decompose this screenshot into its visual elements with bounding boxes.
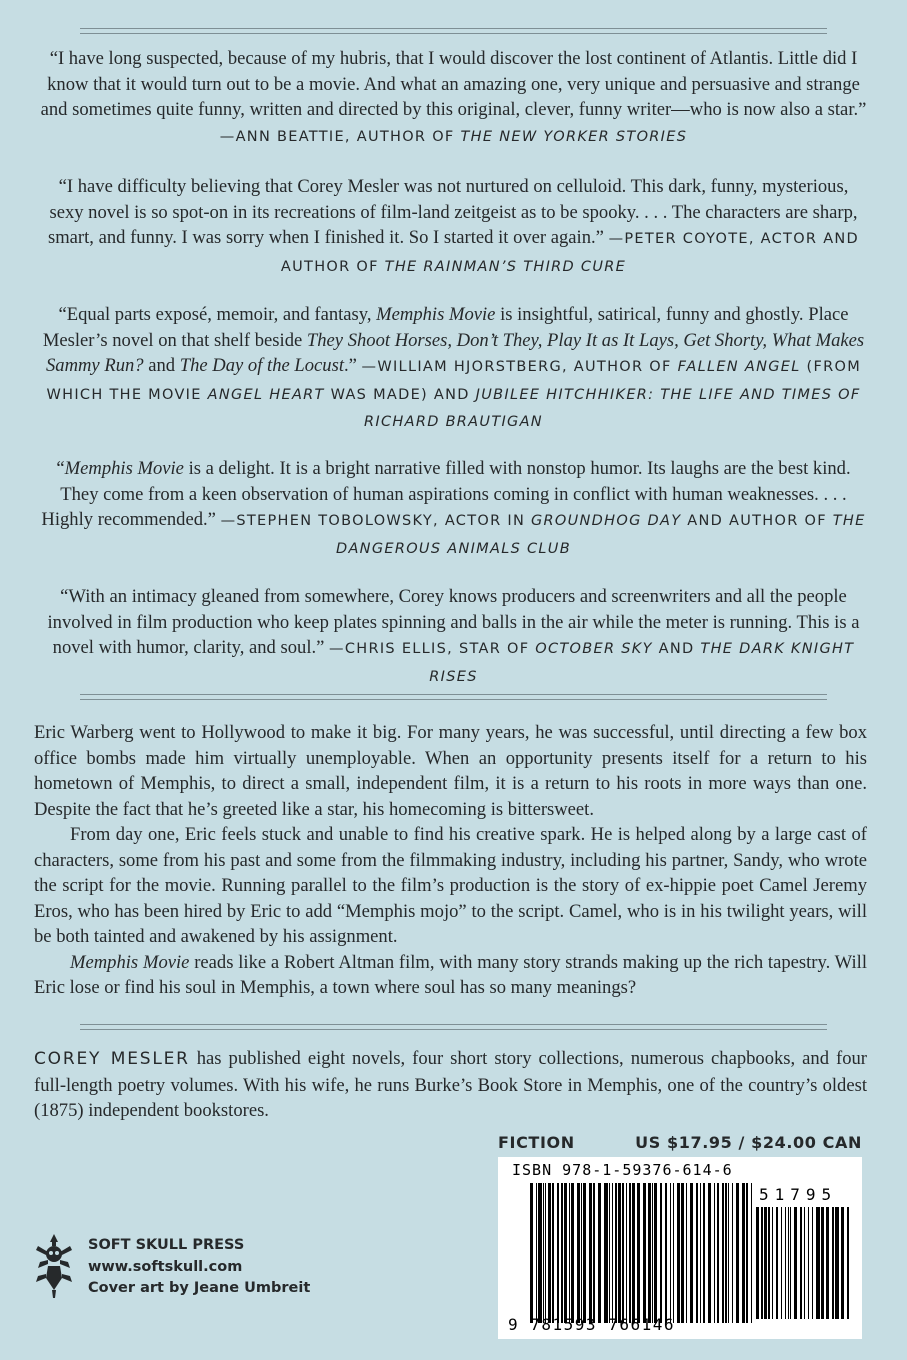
review-quote-2 <box>40 174 867 280</box>
middle-rule <box>80 694 827 700</box>
barcode-bar <box>571 1183 574 1323</box>
barcode-bar <box>703 1183 705 1323</box>
quote-attribution: —WILLIAM HJORSTBERG, AUTHOR OF FALLEN ANGEL (FROM WHICH THE MOVIE ANGEL HEART WAS MADE) AND JUBILEE HITCHHIKER: THE LIFE AND TIMES OF RICHARD BRAUTIGAN <box>46 359 861 430</box>
barcode-bar <box>626 1183 627 1323</box>
barcode-bar <box>746 1183 748 1323</box>
genre-label: FICTION <box>498 1133 575 1152</box>
barcode-bar <box>648 1183 651 1323</box>
synopsis-paragraph-3: Memphis Movie reads like a Robert Altman film, with many story strands making up the rich tapestry. Will Eric lose or find his soul in Memphis, a town where soul has so many meanings? <box>34 951 867 998</box>
barcode-bar <box>629 1183 631 1323</box>
quote-attribution: —PETER COYOTE, ACTOR AND AUTHOR OF THE RAINMAN’S THIRD CURE <box>280 231 860 275</box>
barcode-bar <box>622 1183 624 1323</box>
quote-attribution: —ANN BEATTIE, AUTHOR OF THE NEW YORKER STORIES <box>219 128 688 145</box>
barcode-bar <box>545 1183 546 1323</box>
barcode-bar <box>654 1183 657 1323</box>
barcode-bar <box>696 1183 698 1323</box>
barcode-bar <box>557 1183 559 1323</box>
barcode-bar <box>615 1183 617 1323</box>
barcode-bar <box>728 1183 729 1323</box>
cover-art-credit: Cover art by Jeane Umbreit <box>88 1280 311 1296</box>
barcode-bar <box>690 1183 693 1323</box>
author-bio-text: has published eight novels, four short story collections, numerous chapbooks, and four full-length poetry volumes. With his wife, he runs Burke’s Book Store in Memphis, one of the country’s oldest (1875) independent bookstores. <box>34 1048 867 1121</box>
barcode-bar <box>832 1207 834 1319</box>
quote-text: “Equal parts exposé, memoir, and fantasy, Memphis Movie is insightful, satirical, funny and ghostly. Place Mesler’s novel on that shelf beside They Shoot Horses, Don’t They, Play It as It Lays, Get Shorty, What Makes Sammy Run? and The Day of the Locust.” <box>42 304 865 376</box>
barcode-bar <box>673 1183 674 1323</box>
barcode-bar <box>618 1183 621 1323</box>
barcode-bar <box>569 1183 570 1323</box>
author-bio <box>34 1046 867 1124</box>
lower-rule <box>80 1024 827 1030</box>
soft-skull-logo <box>34 1232 74 1300</box>
barcode-bar <box>643 1183 646 1323</box>
barcode-bar <box>751 1183 752 1323</box>
barcode-bar <box>681 1183 684 1323</box>
barcode-bar <box>736 1183 739 1323</box>
barcode-bar <box>677 1183 680 1323</box>
ean-barcode <box>530 1183 780 1323</box>
barcode-bar <box>841 1207 844 1319</box>
barcode-bar <box>564 1183 567 1323</box>
price-addon-barcode <box>756 1207 856 1319</box>
barcode-bar <box>543 1183 544 1323</box>
barcode-bar <box>536 1183 537 1323</box>
barcode-bar <box>781 1207 782 1319</box>
isbn-label: ISBN 978-1-59376-614-6 <box>512 1161 733 1179</box>
barcode-bar <box>632 1183 635 1323</box>
barcode-bar <box>732 1183 733 1323</box>
synopsis-paragraph-1: Eric Warberg went to Hollywood to make it big. For many years, he was successful, until directing a few box office bombs made him virtually unemployable. When an opportunity presents itself for a return to his hometown of Memphis, to direct a small, independent film, it is a return to his roots in more ways than one. Despite the fact that he’s greeted like a star, his homecoming is bittersweet. <box>34 722 867 820</box>
quote-attribution: —CHRIS ELLIS, STAR OF OCTOBER SKY AND THE DARK KNIGHT RISES <box>329 641 855 685</box>
barcode-bar <box>598 1183 601 1323</box>
barcode-bar <box>612 1183 613 1323</box>
barcode-bar <box>660 1183 662 1323</box>
barcode-bar <box>764 1207 767 1319</box>
barcode-bar <box>725 1183 727 1323</box>
quote-attribution: —STEPHEN TOBOLOWSKY, ACTOR IN GROUNDHOG DAY AND AUTHOR OF THE DANGEROUS ANIMALS CLUB <box>220 513 866 557</box>
barcode-bar <box>816 1207 820 1319</box>
barcode-bar <box>835 1207 839 1319</box>
quote-text: “Memphis Movie is a delight. It is a bright narrative filled with nonstop humor. Its laughs are the best kind. They come from a keen observation of human aspirations coming in conflict with human weaknesses. . . . Highly recommended.” <box>41 458 851 530</box>
barcode-bar <box>552 1183 554 1323</box>
barcode-bar <box>700 1183 701 1323</box>
quote-text: “I have long suspected, because of my hubris, that I would discover the lost continent of Atlantis. Little did I know that it would turn out to be a movie. And what an amazing one, very unique and persuasive and strange and sometimes quite funny, written and directed by this original, clever, funny writer—who is now also a star.” <box>40 48 867 120</box>
top-rule <box>80 28 827 34</box>
barcode-bar <box>826 1207 829 1319</box>
barcode-bar <box>561 1183 563 1323</box>
barcode-bar <box>808 1207 809 1319</box>
barcode-bar <box>670 1183 671 1323</box>
publisher-name: SOFT SKULL PRESS <box>88 1237 245 1253</box>
synopsis <box>34 720 867 1001</box>
barcode-bar <box>652 1183 653 1323</box>
barcode-bar <box>548 1183 551 1323</box>
barcode-bar <box>804 1207 805 1319</box>
author-name: COREY MESLER <box>34 1049 190 1069</box>
barcode-bar <box>665 1183 667 1323</box>
review-quote-5 <box>40 584 867 690</box>
barcode-bar <box>593 1183 595 1323</box>
barcode-bar <box>708 1183 711 1323</box>
barcode-bar <box>577 1183 580 1323</box>
barcode-bar <box>756 1207 759 1319</box>
barcode-panel <box>498 1157 862 1339</box>
price-label: US $17.95 / $24.00 CAN <box>635 1133 862 1152</box>
barcode-bar <box>717 1183 719 1323</box>
barcode-bar <box>714 1183 715 1323</box>
barcode-bar <box>722 1183 724 1323</box>
barcode-bar <box>604 1183 608 1323</box>
barcode-bar <box>581 1183 582 1323</box>
quote-text: “With an intimacy gleaned from somewhere, Corey knows producers and screenwriters and all the people involved in film production who keep plates spinning and balls in the air while the meter is running. This is a novel with humor, clarity, and soul.” <box>47 586 860 658</box>
barcode-bar <box>800 1207 802 1319</box>
barcode-bar <box>761 1207 763 1319</box>
barcode-bar <box>785 1207 786 1319</box>
review-quote-3 <box>40 302 867 436</box>
review-quote-4 <box>40 456 867 562</box>
barcode-bar <box>847 1207 849 1319</box>
barcode-digits: 9 781593 766146 <box>508 1315 675 1334</box>
quote-text: “I have difficulty believing that Corey Mesler was not nurtured on celluloid. This dark, funny, mysterious, sexy novel is so spot-on in its recreations of film-land zeitgeist as to be spooky. . . . The characters are sharp, smart, and funny. I was sorry when I finished it. So I started it over again.” <box>47 176 858 248</box>
price-row <box>498 1133 862 1152</box>
barcode-bar <box>790 1207 791 1319</box>
barcode-bar <box>776 1207 778 1319</box>
barcode-bar <box>583 1183 586 1323</box>
publisher-url[interactable]: www.softskull.com <box>88 1258 243 1275</box>
publisher-info <box>88 1235 310 1300</box>
barcode-bar <box>637 1183 640 1323</box>
barcode-bar <box>794 1207 797 1319</box>
barcode-bar <box>589 1183 592 1323</box>
barcode-bar <box>812 1207 813 1319</box>
synopsis-paragraph-2: From day one, Eric feels stuck and unable to find his creative spark. He is helped along by a large cast of characters, some from his past and some from the filmmaking industry, including his partner, Sandy, who wrote the script for the movie. Running parallel to the film’s production is the story of ex-hippie poet Camel Jeremy Eros, who has been hired by Eric to add “Memphis mojo” to the script. Camel, who is in his twilight years, will be both tainted and awakened by his assignment. <box>34 824 867 947</box>
barcode-bar <box>530 1183 533 1323</box>
barcode-bar <box>788 1207 789 1319</box>
barcode-bar <box>772 1207 773 1319</box>
addon-digits: 51795 <box>759 1185 838 1204</box>
barcode-bar <box>609 1183 610 1323</box>
barcode-bar <box>686 1183 687 1323</box>
barcode-bar <box>742 1183 745 1323</box>
review-quote-1 <box>40 46 867 150</box>
barcode-bar <box>538 1183 542 1323</box>
barcode-bar <box>768 1207 770 1319</box>
barcode-bar <box>821 1207 824 1319</box>
